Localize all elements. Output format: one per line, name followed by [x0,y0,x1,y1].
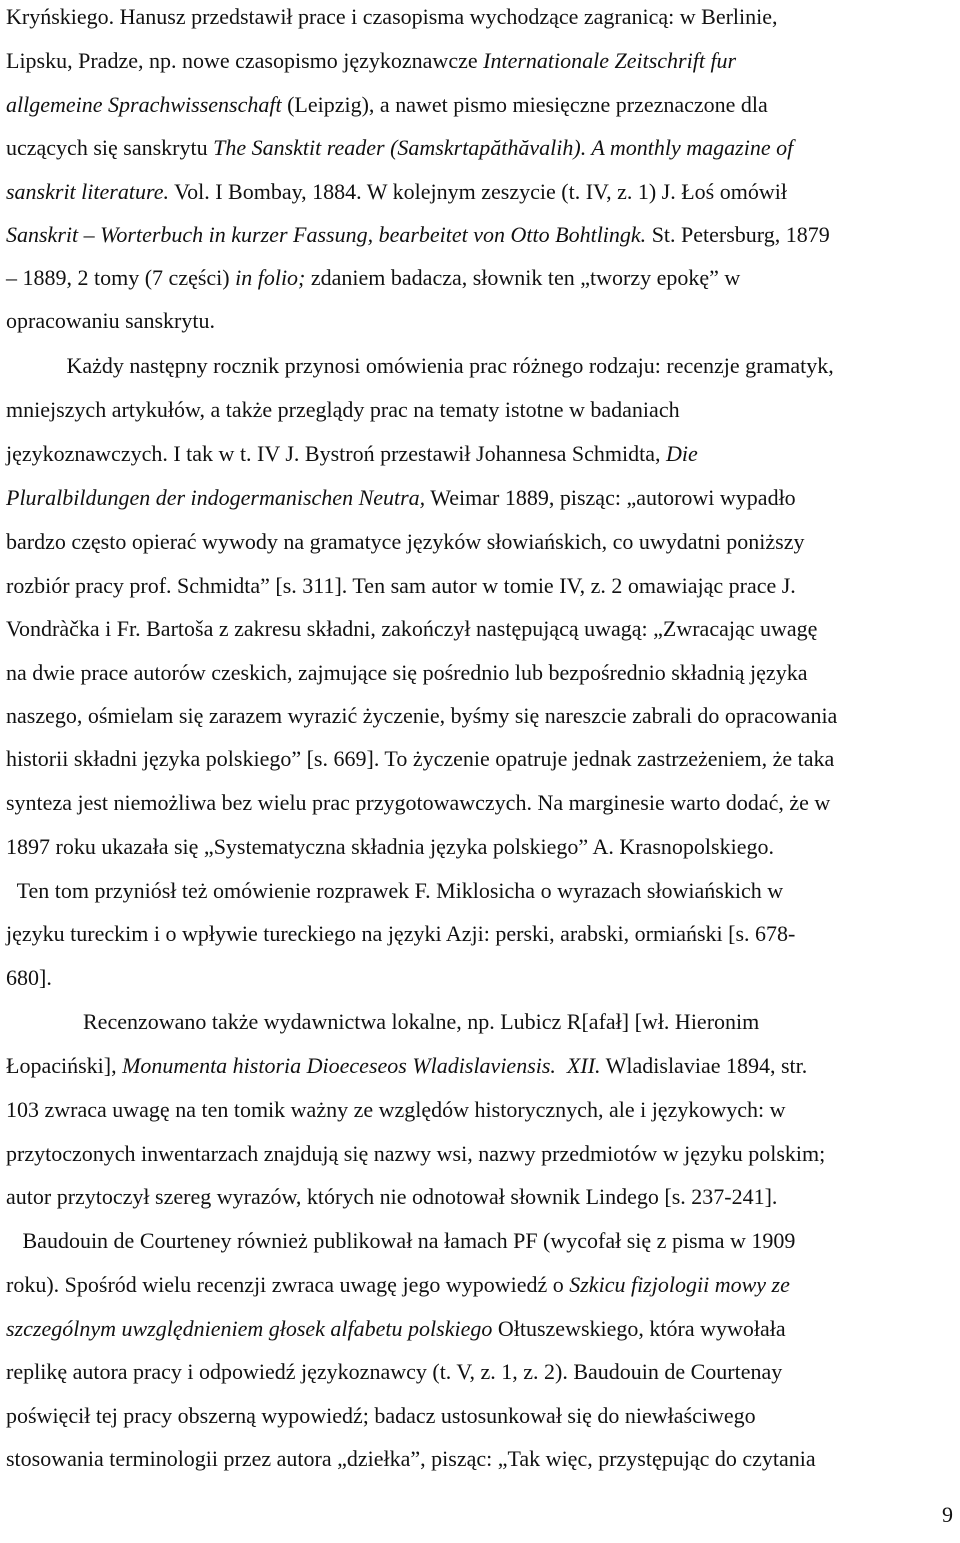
text-line [6,1272,790,1298]
text-segment: 1897 roku ukazała się „Systematyczna składnia języka polskiego” A. Krasnopolskiego. [6,834,774,859]
text-segment: stosowania terminologii przez autora „dziełka”, pisząc: „Tak więc, przystępując do czytania [6,1446,816,1471]
text-line [6,1053,807,1079]
text-segment: Recenzowano także wydawnictwa lokalne, np. Lubicz R[afał] [wł. Hieronim [6,1009,760,1034]
text-segment: replikę autora pracy i odpowiedź językoznawcy (t. V, z. 1, z. 2). Baudouin de Courtenay [6,1359,783,1384]
text-segment: przytoczonych inwentarzach znajdują się nazwy wsi, nazwy przedmiotów w języku polskim; [6,1141,826,1166]
text-segment: (Leipzig), a nawet pismo miesięczne przeznaczone dla [281,92,768,117]
text-segment: roku). Spośród wielu recenzji zwraca uwagę jego wypowiedź o [6,1272,570,1297]
text-segment: Kryńskiego. Hanusz przedstawił prace i czasopisma wychodzące zagranicą: w Berlinie, [6,4,778,29]
italic-text: Internationale Zeitschrift fur [483,48,737,73]
text-line [6,660,807,686]
text-line [6,308,215,334]
text-segment: 680]. [6,965,52,990]
text-segment: naszego, ośmielam się zarazem wyrazić życzenie, byśmy się nareszcie zabrali do opracowania [6,703,838,728]
text-line [6,179,787,205]
text-segment: na dwie prace autorów czeskich, zajmujące się pośrednio lub bezpośrednio składnią języka [6,660,808,685]
text-segment: bardzo często opierać wywody na gramatyce języków słowiańskich, co uwydatni poniższy [6,529,805,554]
text-line [6,1184,777,1210]
text-line [6,1228,795,1254]
text-segment: zdaniem badacza, słownik ten „tworzy epokę” w [305,265,741,290]
text-line [6,48,736,74]
text-line [6,573,796,599]
italic-text: The Sansktit reader (Samskrtapăthăvalih). A monthly magazine of [213,135,794,160]
text-line [6,485,796,511]
text-segment: Każdy następny rocznik przynosi omówienia prac różnego rodzaju: recenzje gramatyk, [6,353,834,378]
text-segment: Baudouin de Courteney również publikował na łamach PF (wycofał się z pisma w 1909 [6,1228,796,1253]
italic-text: Sanskrit – Worterbuch in kurzer Fassung, bearbeitet von Otto Bohtlingk. [6,222,647,247]
text-line [6,1009,759,1035]
text-segment: Vol. I Bombay, 1884. W kolejnym zeszycie (t. IV, z. 1) J. Łoś omówił [168,179,787,204]
text-line [6,790,830,816]
text-line [6,703,837,729]
italic-text: Szkicu fizjologii mowy ze [569,1272,790,1297]
text-segment: – 1889, 2 tomy (7 części) [6,265,236,290]
italic-text: Pluralbildungen der indogermanischen Neutra, [6,485,426,510]
text-segment: St. Petersburg, 1879 [646,222,830,247]
text-line [6,965,52,991]
text-line [6,1316,786,1342]
text-line [6,265,740,291]
text-segment: opracowaniu sanskrytu. [6,308,215,333]
text-segment: Vondràčka i Fr. Bartoša z zakresu składni, zakończył następującą uwagą: „Zwracając uwagę [6,616,818,641]
text-line [6,1097,786,1123]
text-line [6,135,793,161]
italic-text: Monumenta historia Dioeceseos Wladislaviensis. XII. [122,1053,601,1078]
italic-text: sanskrit literature. [6,179,169,204]
text-segment: języku tureckim i o wpływie tureckiego na języki Azji: perski, arabski, ormiański [s. 678- [6,921,796,946]
text-line [6,397,680,423]
text-segment: językoznawczych. I tak w t. IV J. Bystroń przestawił Johannesa Schmidta, [6,441,667,466]
text-line [6,353,834,379]
text-segment: 103 zwraca uwagę na ten tomik ważny ze względów historycznych, ale i językowych: w [6,1097,786,1122]
text-line [6,222,830,248]
text-line [6,746,834,772]
text-segment: Łopaciński], [6,1053,123,1078]
page-number: 9 [942,1502,953,1527]
text-line [6,878,783,904]
text-line [6,921,795,947]
text-line [6,4,778,30]
text-line [6,441,698,467]
text-segment: synteza jest niemożliwa bez wielu prac przygotowawczych. Na marginesie warto dodać, że w [6,790,831,815]
text-segment: Ten tom przyniósł też omówienie rozprawek F. Miklosicha o wyrazach słowiańskich w [6,878,784,903]
italic-text: in folio; [235,265,306,290]
text-line [6,1141,825,1167]
italic-text: Die [666,441,698,466]
text-segment: autor przytoczył szereg wyrazów, których nie odnotował słownik Lindego [s. 237-241]. [6,1184,778,1209]
text-segment: Lipsku, Pradze, np. nowe czasopismo językoznawcze [6,48,484,73]
text-segment: poświęcił tej pracy obszerną wypowiedź; badacz ustosunkował się do niewłaściwego [6,1403,756,1428]
italic-text: szczególnym uwzględnieniem głosek alfabetu polskiego [6,1316,493,1341]
text-segment: mniejszych artykułów, a także przeglądy prac na tematy istotne w badaniach [6,397,680,422]
text-line [6,1446,816,1472]
text-line [6,1359,782,1385]
text-segment: Weimar 1889, pisząc: „autorowi wypadło [425,485,796,510]
text-line [6,834,774,860]
italic-text: allgemeine Sprachwissenschaft [6,92,282,117]
text-segment: Wladislaviae 1894, str. [600,1053,808,1078]
text-segment: Ołtuszewskiego, która wywołała [492,1316,786,1341]
text-line [6,1403,756,1429]
text-segment: rozbiór pracy prof. Schmidta” [s. 311]. Ten sam autor w tomie IV, z. 2 omawiając prace J. [6,573,796,598]
text-segment: historii składni języka polskiego” [s. 669]. To życzenie opatruje jednak zastrzeżeniem, że taka [6,746,835,771]
text-line [6,92,768,118]
text-segment: uczących się sanskrytu [6,135,214,160]
text-line [6,616,817,642]
text-line [6,529,804,555]
